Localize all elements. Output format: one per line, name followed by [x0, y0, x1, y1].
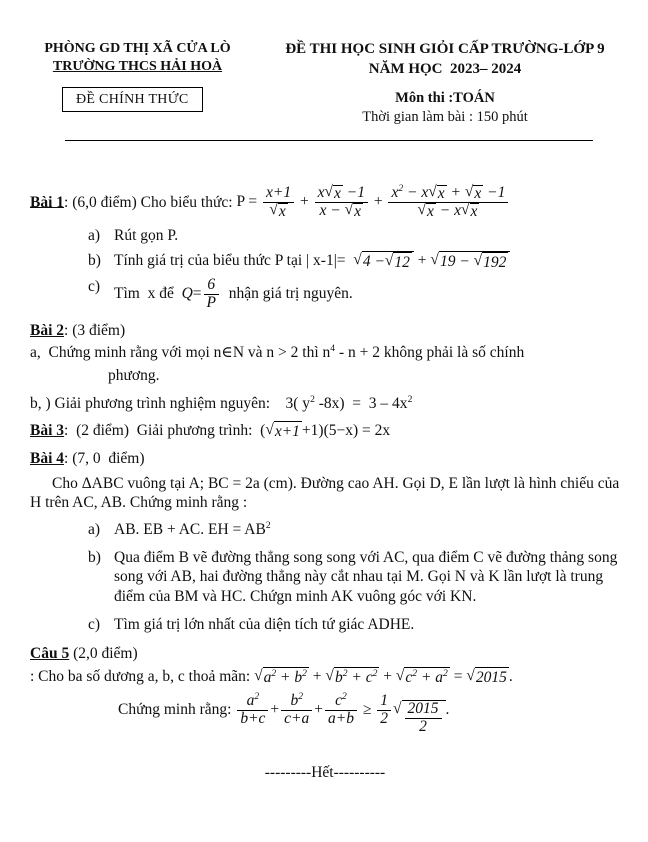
item-marker: c): [88, 615, 101, 633]
problem-4-item-a: [88, 520, 620, 539]
item-marker: a): [88, 227, 101, 245]
problem-1-formula: P = x+1 √ x + x √ x −1 x − √ x + $x^2 - x$ √ x + √ x −1 √ x − x √ x: [236, 193, 510, 210]
problem-2-part-a-cont: phương.: [108, 367, 160, 385]
problem-5-points: (2,0 điểm): [69, 645, 138, 663]
problem-1-item-c: [88, 277, 620, 311]
exam-duration: Thời gian làm bài : 150 phút: [362, 108, 528, 125]
header-divider: [65, 140, 593, 141]
problem-5-heading: [30, 644, 620, 663]
problem-5-label: Câu 5: [30, 645, 70, 663]
official-box-wrap: [30, 89, 203, 109]
item-text: Rút gọn P.: [114, 227, 179, 245]
problem-3-statement: : (2 điểm) Giải phương trình: ( √ x+1 +1)(5−x) = 2x: [64, 420, 391, 440]
problem-1-item-b: [88, 251, 620, 272]
item-marker: a): [88, 521, 101, 539]
problem-2-part-a: a, Chứng minh rằng với mọi n∈N và n > 2 thì $n^4 - n + 2$ không phải là số chính: [30, 342, 525, 361]
problem-3-label: Bài 3: [30, 421, 65, 439]
item-text: Tính giá trị của biểu thức P tại | x-1|= √ 4 − √ 12 + √ 19 − √ 192: [114, 251, 620, 272]
problem-2-heading: [30, 321, 620, 340]
problem-5-claim: [118, 690, 620, 735]
school-year: NĂM HỌC 2023– 2024: [368, 60, 522, 77]
item-text: Tìm giá trị lớn nhất của diện tích tứ giác ADHE.: [114, 615, 415, 633]
problem-2-label: Bài 2: [30, 322, 65, 340]
problem-4-label: Bài 4: [30, 450, 65, 468]
claim-formula: $\frac{a^2}{b+c}$ + $\frac{b^2}{c+a}$ + $\frac{c^2}{a+b}$ ≥ $\frac{1}{2}$ √ $\frac{2015}{2}$ .: [235, 701, 449, 718]
problem-1-item-a: [88, 226, 620, 245]
header-second-row: [30, 89, 620, 127]
item-marker: b): [88, 251, 101, 269]
problem-1-label: Bài 1: [30, 193, 65, 211]
department-name: PHÒNG GD THỊ XÃ CỬA LÒ: [44, 41, 231, 56]
item-text: Tìm x để Q= $\frac{6}{P}$ nhận giá trị nguyên.: [114, 275, 353, 311]
problem-4-item-b: [88, 548, 620, 606]
school-name: TRƯỜNG THCS HẢI HOÀ: [52, 59, 223, 75]
problem-3-heading: [30, 421, 620, 441]
item-marker: c): [88, 277, 101, 295]
item-text: AB. EB + AC. EH = $AB^2$: [114, 520, 271, 539]
problem-2-points: : (3 điểm): [64, 322, 126, 340]
subject-name: Môn thi :TOÁN: [395, 90, 495, 106]
problem-4-heading: [30, 449, 620, 468]
exam-title: ĐỀ THI HỌC SINH GIỎI CẤP TRƯỜNG-LỚP 9: [285, 41, 605, 57]
end-of-exam-marker: ---------Hết----------: [264, 764, 386, 782]
problem-2-part-b: b, ) Giải phương trình nghiệm nguyên: 3( $y^2$ $-8x) = 3 - 4x^2$: [30, 393, 413, 412]
item-marker: b): [88, 548, 101, 566]
subject-block: [270, 89, 620, 127]
exam-title-block: [270, 40, 620, 79]
problem-1-intro: : (6,0 điểm) Cho biểu thức:: [64, 193, 237, 211]
problem-5-condition: : Cho ba số dương a, b, c thoả mãn: √ $a^2 + b^2$ + √ $b^2 + c^2$ + √ $c^2 + a^2$ = √ 2015 .: [30, 666, 513, 686]
claim-label: Chứng minh rằng:: [118, 700, 236, 718]
problem-4-points: : (7, 0 điểm): [64, 450, 145, 468]
problem-1-heading: [30, 182, 620, 221]
issuing-authority: [30, 40, 245, 77]
problem-4-intro: Cho ΔABC vuông tại A; BC = 2a (cm). Đường cao AH. Gọi D, E lần lượt là hình chiếu của H trên AC, AB. Chứng minh rằng :: [30, 474, 620, 511]
item-text: Qua điểm B vẽ đường thẳng song song với AC, qua điểm C vẽ đường thảng song song với AB, hai đường thẳng này cắt nhau tại M. Gọi N và K lần lượt là trung điểm của BM và HC. Chứgn minh AK vuông góc với KN.: [114, 548, 618, 605]
official-exam-stamp: ĐỀ CHÍNH THỨC: [62, 87, 203, 112]
exam-content: [30, 182, 620, 783]
document-header: [30, 40, 620, 79]
problem-4-item-c: [88, 615, 620, 634]
